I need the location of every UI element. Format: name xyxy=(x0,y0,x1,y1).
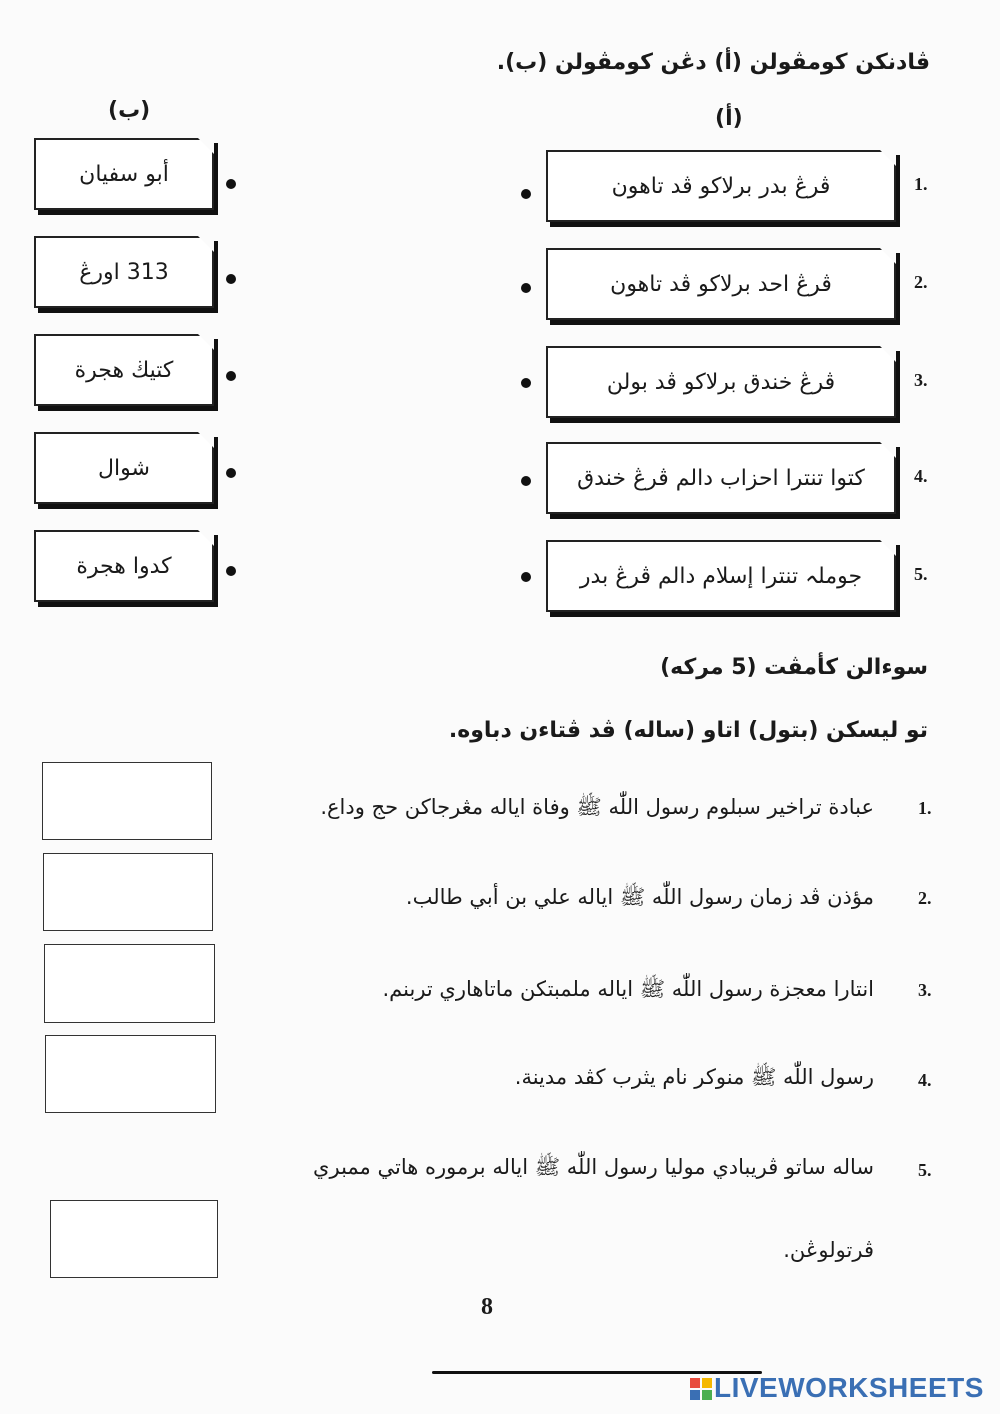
question-text-4: رسول اللّٰه ﷺ منوكر نام يثرب كڤد مدينة. xyxy=(514,1065,874,1089)
col-a-item-5[interactable] xyxy=(546,540,896,612)
col-b-item-text: شوال xyxy=(98,455,150,481)
question-num-3: 3. xyxy=(918,980,932,1000)
col-a-dot-2[interactable] xyxy=(521,283,531,293)
col-b-item-4[interactable] xyxy=(34,432,214,504)
bottom-rule xyxy=(432,1371,762,1374)
col-a-num-3: 3. xyxy=(914,370,928,390)
section2-title: سوءالن كأمڤت (5 مركه) xyxy=(660,655,928,680)
answer-box-5[interactable] xyxy=(50,1200,218,1278)
col-a-num-5: 5. xyxy=(914,564,928,584)
col-b-label: (ب) xyxy=(108,98,151,123)
col-b-item-1[interactable] xyxy=(34,138,214,210)
col-a-item-2[interactable] xyxy=(546,248,896,320)
col-a-item-3[interactable] xyxy=(546,346,896,418)
answer-box-1[interactable] xyxy=(42,762,212,840)
question-num-2: 2. xyxy=(918,888,932,908)
section2-instruction: تو ليسكن (بتول) اتاو (ساله) ڤد ڤتاءن دباوه. xyxy=(448,718,928,743)
col-a-label: (أ) xyxy=(715,106,743,131)
answer-box-2[interactable] xyxy=(43,853,213,931)
col-b-item-2[interactable] xyxy=(34,236,214,308)
col-a-dot-5[interactable] xyxy=(521,572,531,582)
col-b-item-text: 313 اورڠ xyxy=(79,259,169,285)
col-b-item-text: كتيڬ هجرة xyxy=(74,357,174,383)
question-text-3: انتارا معجزة رسول اللّٰه ﷺ اياله ملمبتكن ماتاهاري تربنم. xyxy=(382,977,874,1001)
answer-box-3[interactable] xyxy=(44,944,215,1023)
liveworksheets-brand[interactable]: LIVEWORKSHEETS xyxy=(714,1372,984,1403)
col-a-item-text: ڤرڠ بدر برلاكو ڤد تاهون xyxy=(611,173,831,199)
col-b-item-text: كدوا هجرة xyxy=(76,553,172,579)
question-num-5: 5. xyxy=(918,1160,932,1180)
col-a-item-text: كتوا تنترا احزاب دالم ڤرڠ خندق xyxy=(577,465,865,491)
page-number: 8 xyxy=(481,1294,493,1320)
question-num-4: 4. xyxy=(918,1070,932,1090)
col-a-dot-4[interactable] xyxy=(521,476,531,486)
col-a-item-1[interactable] xyxy=(546,150,896,222)
question-text-2: مؤذن ڤد زمان رسول اللّٰه ﷺ اياله علي بن أبي طالب. xyxy=(405,885,874,909)
col-a-num-4: 4. xyxy=(914,466,928,486)
col-b-dot-3[interactable] xyxy=(226,371,236,381)
col-a-item-text: ڤرڠ خندق برلاكو ڤد بولن xyxy=(606,369,836,395)
question-num-1: 1. xyxy=(918,798,932,818)
col-b-item-3[interactable] xyxy=(34,334,214,406)
question-text-5-cont: ڤرتولوڠن. xyxy=(783,1238,874,1262)
col-b-dot-2[interactable] xyxy=(226,274,236,284)
col-b-dot-4[interactable] xyxy=(226,468,236,478)
question-text-5: ساله ساتو ڤريبادي موليا رسول اللّٰه ﷺ اياله برموره هاتي ممبري xyxy=(313,1155,874,1179)
col-b-dot-1[interactable] xyxy=(226,179,236,189)
col-a-item-text: جوملہ تنترا إسلام دالم ڤرڠ بدر xyxy=(579,563,863,589)
col-a-dot-3[interactable] xyxy=(521,378,531,388)
liveworksheets-logo-icon xyxy=(690,1378,712,1400)
question-text-1: عبادة تراخير سبلوم رسول اللّٰه ﷺ وفاة اياله مڠرجاكن حج وداع. xyxy=(320,795,874,819)
col-b-item-5[interactable] xyxy=(34,530,214,602)
answer-box-4[interactable] xyxy=(45,1035,216,1113)
col-a-item-text: ڤرڠ احد برلاكو ڤد تاهون xyxy=(610,271,832,297)
col-b-dot-5[interactable] xyxy=(226,566,236,576)
col-a-num-1: 1. xyxy=(914,174,928,194)
col-a-num-2: 2. xyxy=(914,272,928,292)
section1-instruction: ڤادنكن كومڤولن (أ) دڠن كومڤولن (ب). xyxy=(496,50,930,75)
col-a-dot-1[interactable] xyxy=(521,189,531,199)
col-a-item-4[interactable] xyxy=(546,442,896,514)
col-b-item-text: أبو سفيان xyxy=(79,161,169,187)
